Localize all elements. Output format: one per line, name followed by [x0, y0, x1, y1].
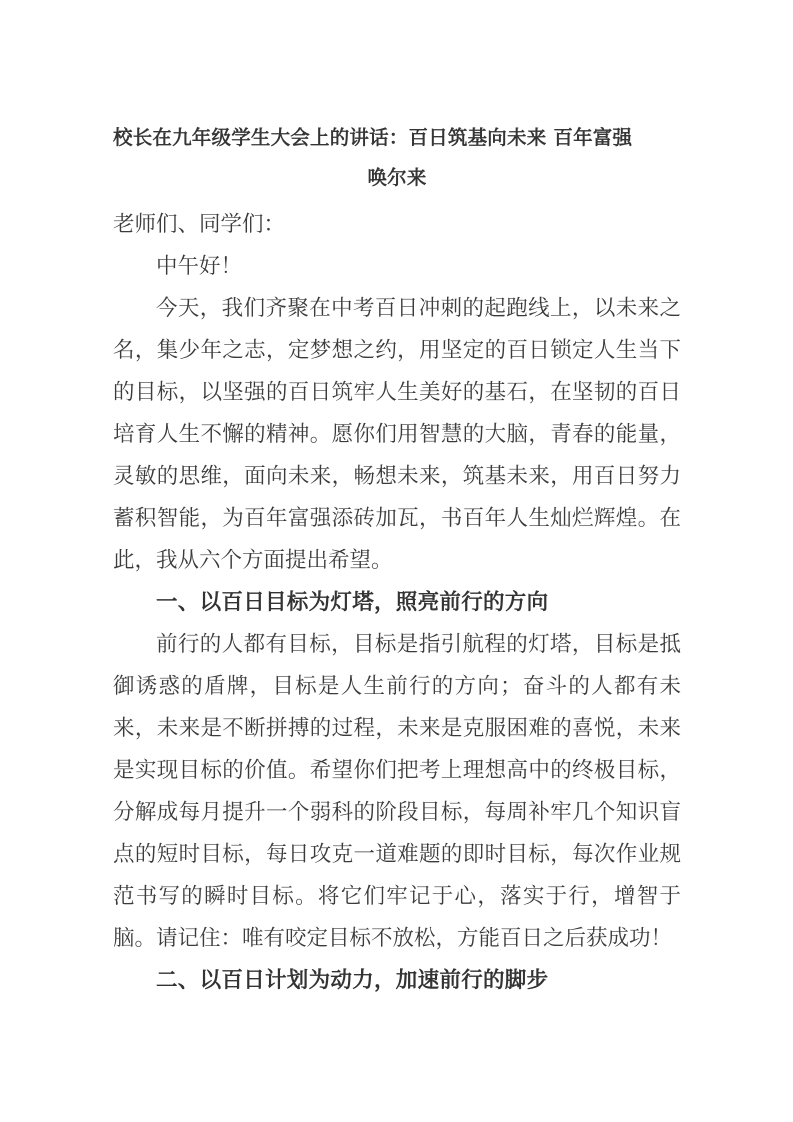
- greeting-paragraph: 中午好！: [156, 254, 243, 279]
- opening-paragraph: 今天，我们齐聚在中考百日冲刺的起跑线上，以未来之名，集少年之志，定梦想之约，用坚定的百日锁定人生当下的目标，以坚强的百日筑牢人生美好的基石，在坚韧的百日培育人生不懈的精神。愿你们用智慧的大脑，青春的能量，灵敏的思维，面向未来，畅想未来，筑基未来，用百日努力蓄积智能，为百年富强添砖加瓦，书百年人生灿烂辉煌。在此，我从六个方面提出希望。: [113, 296, 681, 573]
- document-title-line-2: 唤尔来: [367, 166, 427, 189]
- document-title: [113, 118, 681, 198]
- section-one-paragraph: 前行的人都有目标，目标是指引航程的灯塔，目标是抵御诱惑的盾牌，目标是人生前行的方向；奋斗的人都有未来，未来是不断拼搏的过程，未来是克服困难的喜悦，未来是实现目标的价值。希望你们把考上理想高中的终极目标，分解成每月提升一个弱科的阶段目标，每周补牢几个知识盲点的短时目标，每日攻克一道难题的即时目标，每次作业规范书写的瞬时目标。将它们牢记于心，落实于行，增智于脑。请记住：唯有咬定目标不放松，方能百日之后获成功！: [113, 632, 681, 951]
- section-heading-two: 二、以百日计划为动力，加速前行的脚步: [156, 968, 549, 993]
- salutation-line: 老师们、同学们：: [113, 212, 286, 237]
- document-body: [113, 118, 681, 1002]
- section-heading-one: 一、以百日目标为灯塔，照亮前行的方向: [156, 590, 549, 615]
- document-title-line-1: 校长在九年级学生大会上的讲话：百日筑基向未来 百年富强: [113, 126, 633, 149]
